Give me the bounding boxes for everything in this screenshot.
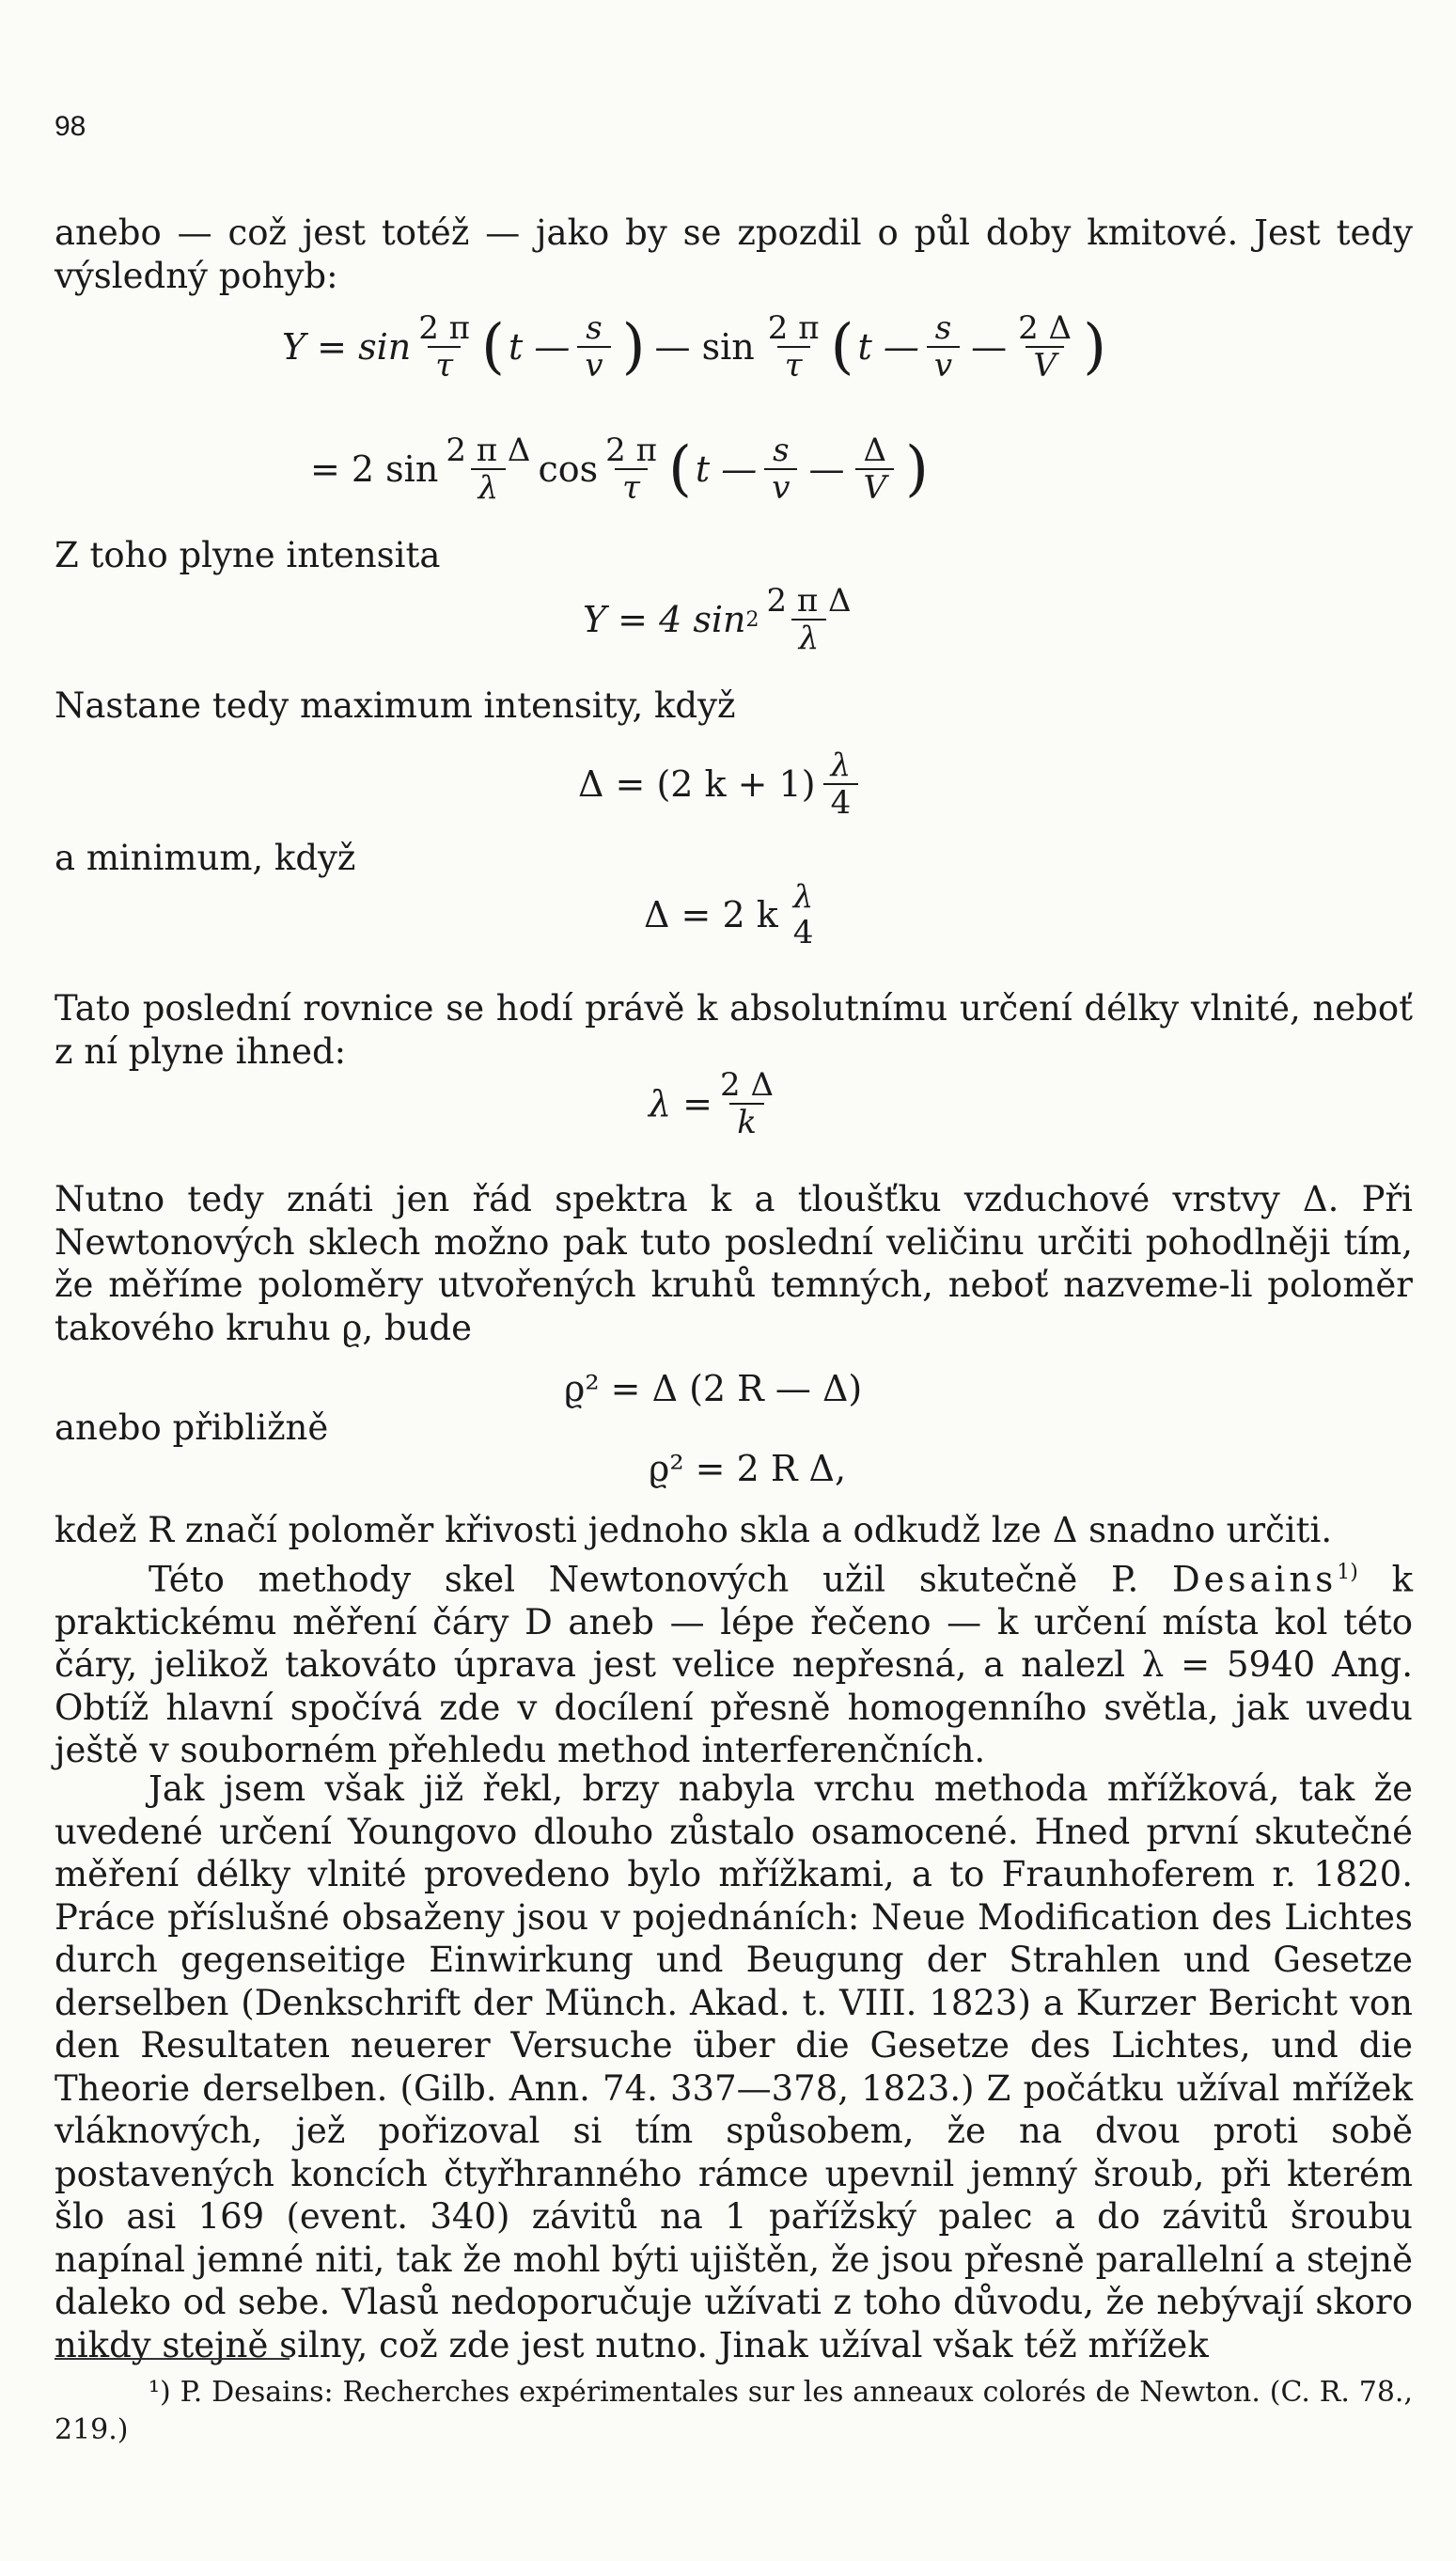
paragraph-9-end: k praktickému měření čáry D aneb — lépe řečeno — k určení místa kol této čáry, jelikož takováto úprava jest velice nepřesná, a nalezl λ = 5940 Ang. Obtíž hlavní spočívá zde v docílení přesně homogenního světla, jak uvedu ještě v souborném přehledu method interferenčních. — [55, 1559, 1413, 1771]
eq6-den: k — [729, 1103, 764, 1140]
eq1-frac-e — [1018, 310, 1072, 384]
paragraph-3: Nastane tedy maximum intensity, když — [55, 685, 736, 726]
eq4-lhs: Δ = (2 k + 1) — [578, 763, 816, 805]
eq2-den-a: λ — [471, 468, 507, 506]
eq1-frac-c-num: 2 π — [767, 309, 820, 347]
eq2-delta: Δ — [863, 432, 887, 469]
eq2-num-a: 2 π Δ — [446, 432, 531, 469]
footnote-ref-1[interactable]: 1) — [1337, 1561, 1358, 1584]
equation-6 — [649, 1067, 781, 1140]
equation-2: = 2 sin $\frac{\text{2 π Δ}}{\lambda}$ cos $\frac{2 \pi}{\tau}$ ( t — $\frac{s}{v}$ — $\frac{\Delta}{V}$ ) — [310, 432, 930, 507]
eq1-t-a: t — — [508, 326, 571, 368]
eq1-frac-d — [927, 310, 960, 384]
eq2-V: V — [855, 468, 894, 506]
paragraph-4: a minimum, když — [55, 838, 356, 878]
eq1-frac-a-num: 2 π — [418, 309, 471, 347]
eq1-two-delta: 2 Δ — [1018, 309, 1072, 347]
eq1-frac-a — [418, 310, 470, 384]
eq3-num: 2 π Δ — [766, 582, 852, 620]
paragraph-9-start: Této methody skel Newtonových užil skutečně P. — [149, 1559, 1172, 1600]
eq2-num-b: 2 π — [605, 432, 657, 469]
eq1-frac-c — [768, 310, 820, 384]
author-name-desains: Desains — [1171, 1559, 1338, 1600]
paragraph-2: Z toho plyne intensita — [55, 535, 441, 575]
eq2-cos: cos — [538, 448, 599, 490]
paragraph-1: anebo — což jest totéž — jako by se zpozdil o půl doby kmitové. Jest tedy výsledný pohyb: — [55, 212, 1413, 296]
eq1-lhs: Y = sin — [282, 326, 412, 368]
eq2-frac-b — [605, 432, 657, 506]
paragraph-7: anebo přibližně — [55, 1407, 329, 1448]
eq4-frac — [823, 747, 859, 821]
eq2-v: v — [764, 468, 797, 506]
paragraph-10: Jak jsem však již řekl, brzy nabyla vrchu methoda mřížková, tak že uvedené určení Youngovo dlouho zůstalo osamocené. Hned první skutečné měření délky vlnité provedeno bylo mřížkami, a to Fraunhoferem r. 1820. Práce příslušné obsaženy jsou v pojednáních: Neue Modification des Lichtes durch gegenseitige Einwirkung und Beugung der Strahlen und Gesetze derselben (Denkschrift der Münch. Akad. t. VIII. 1823) a Kurzer Bericht von den Resultaten neuerer Versuche über die Gesetze des Lichtes, und die Theorie derselben. (Gilb. Ann. 74. 337—378, 1823.) Z počátku užíval mřížek vláknových, jež pořizoval si tím spůsobem, že na dvou proti sobě postavených koncích čtyřhranného rámce upevnil jemný šroub, při kterém šlo asi 169 (event. 340) závitů na 1 pařížský palec a do závitů šroubu napínal jemné niti, tak že mohl býti ujištěn, že jsou přesně parallelní a stejně daleko od sebe. Vlasů nedoporučuje užívati z toho důvodu, že nebývají skoro nikdy stejně silny, což zde jest nutno. Jinak užíval však též mřížek — [55, 1768, 1413, 2365]
eq2-frac-c — [764, 432, 797, 506]
eq2-s: s — [773, 432, 790, 469]
page-number: 98 — [55, 111, 86, 142]
eq2-frac-d — [855, 432, 894, 506]
footnote-1: ¹) P. Desains: Recherches expérimentales sur les anneaux colorés de Newton. (C. R. 78., 219.) — [55, 2376, 1413, 2446]
eq6-num: 2 Δ — [720, 1066, 775, 1104]
equation-1: Y = sin $\frac{2 \pi}{\tau}$ ( t — $\frac{s}{v}$ ) — sin $\frac{2 \pi}{\tau}$ ( t — $\frac{s}{v}$ — $\frac{2 \Delta}{V}$ ) — [282, 309, 1107, 385]
eq4-den: 4 — [823, 783, 859, 821]
eq2-t: t — — [695, 448, 758, 490]
paragraph-5: Tato poslední rovnice se hodí právě k absolutnímu určení délky vlnité, neboť z ní plyne ihned: — [55, 988, 1413, 1072]
eq3-frac — [766, 583, 851, 656]
eq4-num: λ — [830, 746, 852, 784]
equation-8: ϱ² = 2 R Δ, — [649, 1448, 847, 1489]
equation-7: ϱ² = Δ (2 R — Δ) — [564, 1368, 863, 1409]
eq6-frac — [720, 1067, 774, 1140]
eq1-frac-c-den: τ — [777, 346, 810, 384]
paragraph-8: kdež R značí poloměr křivosti jednoho skla a odkudž lze Δ snadno určiti. — [55, 1510, 1333, 1550]
footnote-divider — [55, 2358, 290, 2360]
eq1-frac-a-den: τ — [428, 346, 461, 384]
eq2-lhs: = 2 sin — [310, 448, 439, 490]
eq1-mid: — sin — [654, 326, 755, 368]
eq5-frac — [786, 879, 822, 951]
eq2-frac-a — [446, 432, 530, 506]
eq6-lhs: λ = — [649, 1083, 713, 1124]
eq5-num: λ — [792, 878, 814, 916]
eq5-den: 4 — [792, 914, 814, 951]
eq1-s-a: s — [586, 309, 603, 347]
paragraph-9 — [55, 1551, 1413, 1772]
paragraph-6: Nutno tedy znáti jen řád spektra k a tloušťku vzduchové vrstvy Δ. Při Newtonových sklech možno pak tuto poslední veličinu určiti pohodlněji tím, že měříme poloměry utvořených kruhů temných, neboť nazveme-li poloměr takového kruhu ϱ, bude — [55, 1179, 1413, 1348]
eq1-t-b: t — — [857, 326, 919, 368]
eq1-v-a: v — [577, 346, 610, 384]
equation-5 — [644, 879, 828, 951]
eq5-lhs: Δ = 2 k — [644, 894, 778, 935]
eq1-frac-b — [577, 310, 610, 384]
eq1-s-b: s — [934, 309, 952, 347]
eq3-square: 2 — [745, 607, 759, 632]
eq2-den-b: τ — [615, 468, 648, 506]
eq1-v-b: v — [927, 346, 960, 384]
equation-4 — [578, 747, 866, 821]
eq3-lhs: Y = 4 sin — [583, 599, 746, 640]
eq1-V: V — [1025, 346, 1064, 384]
equation-3 — [583, 583, 859, 656]
eq3-den: λ — [791, 619, 827, 656]
